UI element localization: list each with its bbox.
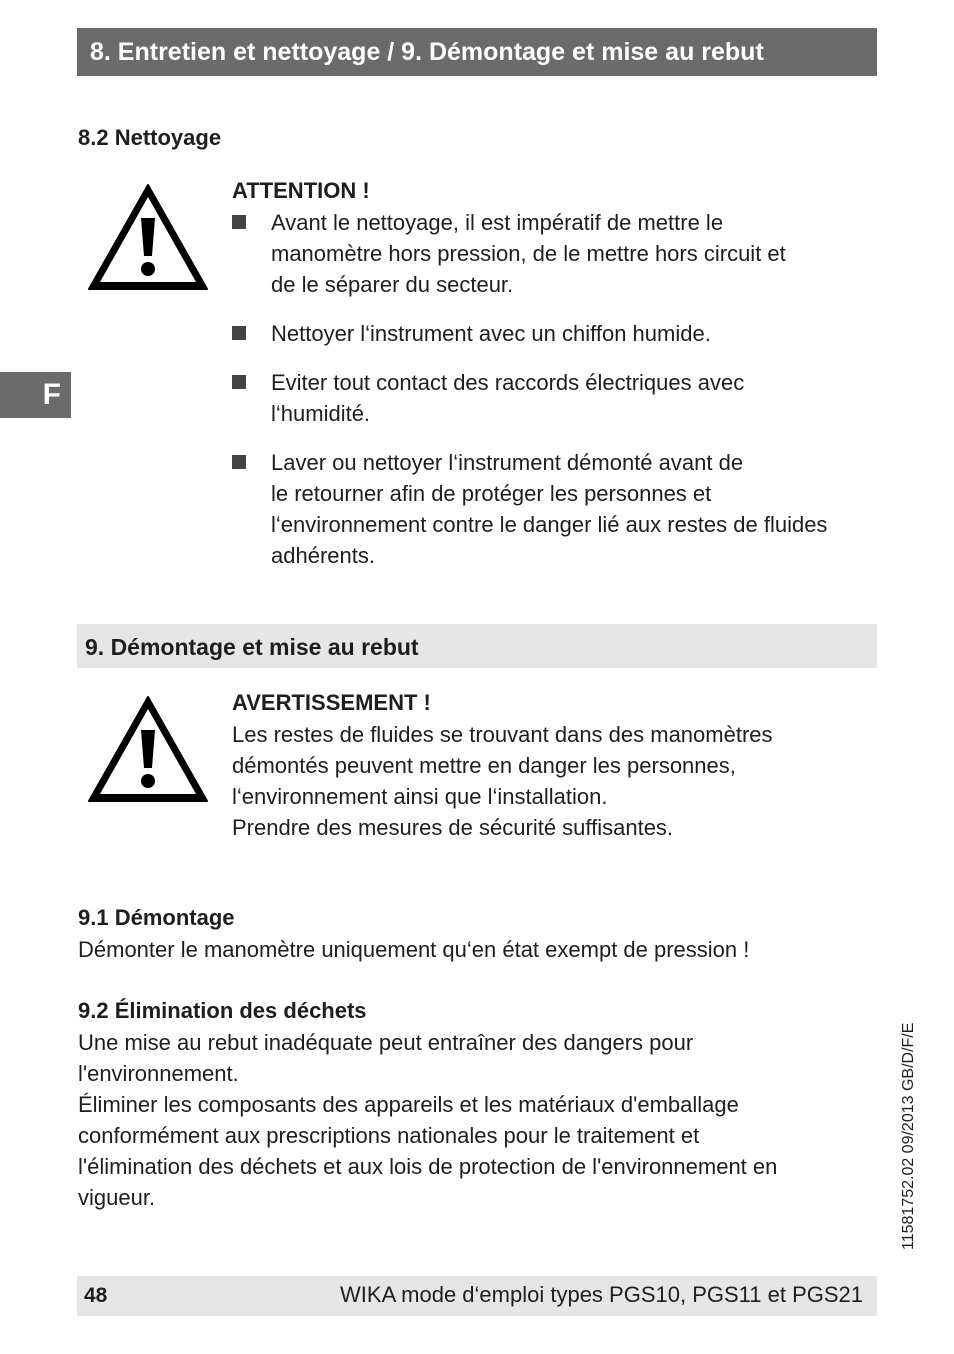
warning-triangle-icon [86,694,210,804]
bullet-square-icon [232,455,246,469]
page-title: 8. Entretien et nettoyage / 9. Démontage et mise au rebut [77,28,877,76]
warning-line: démontés peuvent mettre en danger les personnes, [232,753,736,778]
paragraph-line: conformément aux prescriptions nationales pour le traitement et [78,1123,700,1148]
list-item [232,447,882,571]
list-item [232,367,882,429]
bullet-line: l‘environnement contre le danger lié aux restes de fluides [271,512,828,537]
bullet-square-icon [232,326,246,340]
bullet-line: Laver ou nettoyer l‘instrument démonté avant de [271,450,744,475]
paragraph-line: Éliminer les composants des appareils et les matériaux d'emballage [78,1092,739,1117]
warning-triangle-icon [86,182,210,292]
section-heading-9-2: 9.2 Élimination des déchets [78,998,367,1023]
section-9-2 [78,997,868,1213]
attention-label: ATTENTION ! [232,178,370,203]
list-item [232,318,882,349]
paragraph-line: Une mise au rebut inadéquate peut entraîner des dangers pour [78,1030,694,1055]
section-heading-8-2: 8.2 Nettoyage [78,125,222,150]
paragraph-line: l'environnement. [78,1061,239,1086]
bullet-line: l‘humidité. [271,401,371,426]
paragraph-line: l'élimination des déchets et aux lois de protection de l'environnement en [78,1154,778,1179]
bullet-line: Nettoyer l‘instrument avec un chiffon humide. [271,321,711,346]
bullet-line: adhérents. [271,543,375,568]
bullet-square-icon [232,215,246,229]
bullet-line: le retourner afin de protéger les personnes et [271,481,712,506]
footer-text: WIKA mode d‘emploi types PGS10, PGS11 et PGS21 [340,1282,863,1307]
warning-line: Les restes de fluides se trouvant dans des manomètres [232,722,773,747]
paragraph-line: vigueur. [78,1185,156,1210]
bullet-line: manomètre hors pression, de le mettre hors circuit et [271,241,786,266]
warning-block [232,689,872,843]
bullet-line: Avant le nettoyage, il est impératif de mettre le [271,210,724,235]
section-heading-9: 9. Démontage et mise au rebut [77,624,877,668]
language-tab: F [0,372,71,418]
bullet-square-icon [232,375,246,389]
warning-line: Prendre des mesures de sécurité suffisantes. [232,815,674,840]
document-code: 11581752.02 09/2013 GB/D/F/E [900,1022,917,1250]
section-9-1 [78,904,868,965]
section-heading-9-1: 9.1 Démontage [78,905,235,930]
warning-line: l‘environnement ainsi que l‘installation. [232,784,608,809]
bullet-line: de le séparer du secteur. [271,272,514,297]
warning-label: AVERTISSEMENT ! [232,690,431,715]
list-item [232,207,882,300]
bullet-line: Eviter tout contact des raccords électriques avec [271,370,745,395]
paragraph-line: Démonter le manomètre uniquement qu‘en état exempt de pression ! [78,937,750,962]
page-number: 48 [84,1284,108,1307]
